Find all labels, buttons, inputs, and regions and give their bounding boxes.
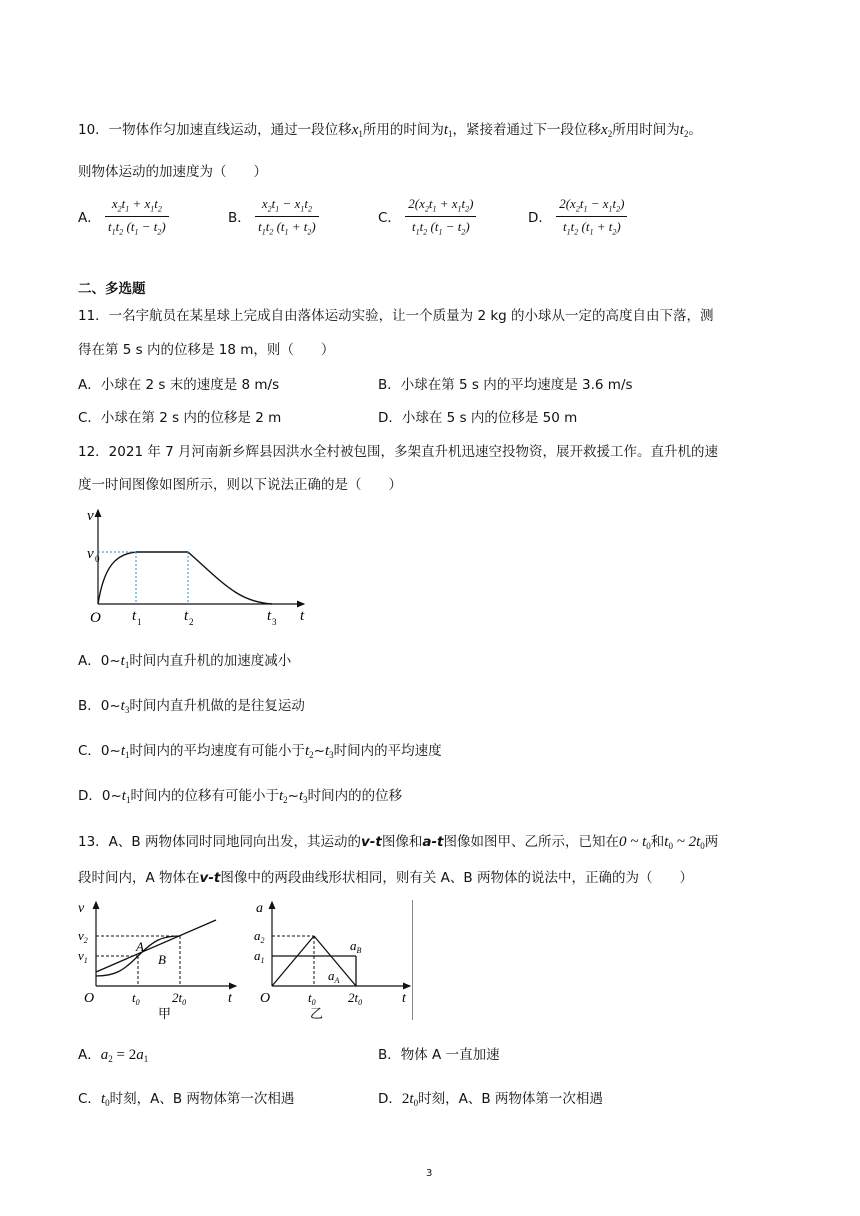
v2-label: $v_2$: [78, 928, 88, 945]
a1-label: $a_1$: [254, 948, 265, 965]
v-label: v: [87, 508, 94, 524]
q10-text: 所用的时间为: [362, 122, 444, 138]
t0-label: $t_0$: [308, 990, 316, 1007]
t0-label: $t_0$: [132, 990, 140, 1007]
q13-at-graph-yi: [252, 898, 418, 1022]
option-text: B．0~: [78, 698, 121, 714]
q13-text: 段时间内，A 物体在: [78, 870, 200, 886]
q11-option-c[interactable]: C．小球在第 2 s 内的位移是 2 m: [78, 410, 282, 426]
option-text: 时刻，A、B 两物体第一次相遇: [109, 1091, 295, 1107]
q13-option-a[interactable]: A．$a_2 = 2a_1$: [78, 1047, 149, 1064]
q13-text: 图像和: [381, 834, 423, 850]
option-text: 时间内的平均速度有可能小于: [129, 743, 305, 759]
option-label: B．: [228, 210, 251, 227]
option-text: ~: [287, 788, 299, 804]
option-text: 时间内直升机做的是往复运动: [129, 698, 305, 714]
t2-label: t: [184, 608, 189, 624]
q10-option-a[interactable]: [78, 196, 169, 236]
formula: $\frac{2(x_2t_1 + x_1t_2)}{t_1t_2 (t_1 - t_2)}$: [405, 196, 476, 236]
t-axis-label: t: [228, 991, 232, 1006]
option-label: D．: [378, 1091, 402, 1107]
t3-label: t: [267, 608, 272, 624]
v0-label: v: [87, 546, 94, 562]
page-number: 3: [426, 1168, 433, 1179]
v1-label: $v_1$: [78, 948, 88, 965]
origin-label: O: [84, 991, 95, 1006]
q10-option-d[interactable]: [528, 196, 627, 236]
2t0-label: $2t_0$: [172, 990, 187, 1007]
formula: $\frac{x_2t_1 - x_1t_2}{t_1t_2 (t_1 + t_2)}$: [255, 196, 319, 236]
option-label: D．: [528, 210, 552, 227]
q12-stem-line2: 度一时间图像如图所示，则以下说法正确的是（ ）: [78, 477, 402, 493]
origin-label: O: [260, 991, 271, 1006]
q10-stem-line1: 10．一物体作匀加速直线运动，通过一段位移$x_1$所用的时间为$t_1$，紧接着通过下一段位移$x_2$所用时间为$t_2$。: [78, 122, 702, 139]
t-axis-label: t: [300, 608, 305, 624]
t1-sub: 1: [137, 617, 142, 627]
q13-option-c[interactable]: C．$t_0$时刻，A、B 两物体第一次相遇: [78, 1091, 295, 1108]
t-axis-label: t: [402, 991, 406, 1006]
q12-option-d[interactable]: D．$0\sim t_1$时间内的位移有可能小于$t_2\sim t_3$时间内的的位移: [78, 788, 403, 805]
q10-stem-line2: 则物体运动的加速度为（ ）: [78, 164, 267, 180]
q13-text: 两: [704, 834, 719, 850]
option-text: D．0~: [78, 788, 122, 804]
formula: $\frac{x_2t_1 + x_1t_2}{t_1t_2 (t_1 - t_2)}$: [105, 196, 169, 236]
q13-stem-line2: [78, 866, 693, 886]
option-text: A．0~: [78, 653, 121, 669]
q13-text: v-t: [360, 834, 382, 850]
q13-text: 13．A、B 两物体同时同地同向出发，其运动的: [78, 834, 361, 850]
q13-option-b[interactable]: B．物体 A 一直加速: [378, 1047, 500, 1063]
q13-option-d[interactable]: D．$2t_0$时刻，A、B 两物体第一次相遇: [378, 1091, 603, 1108]
caption-yi: 乙: [310, 1006, 324, 1021]
option-text: 时间内的的位移: [307, 788, 403, 804]
option-text: ~: [313, 743, 325, 759]
figure-divider: [412, 900, 413, 1020]
option-text: C．0~: [78, 743, 121, 759]
q13-text: a-t: [422, 834, 444, 850]
curve-decelerating: [188, 552, 272, 604]
q10-text: ，紧接着通过下一段位移: [452, 122, 602, 138]
q12-option-b[interactable]: B．$0\sim t_3$时间内直升机做的是往复运动: [78, 698, 305, 715]
curve-a-label: A: [136, 939, 144, 954]
aa-label: $a_A$: [328, 968, 340, 985]
q13-text: 图像如图甲、乙所示，已知在: [443, 834, 619, 850]
q10-option-c[interactable]: [378, 196, 476, 236]
v0-sub: 0: [95, 554, 100, 564]
t2-sub: 2: [189, 617, 194, 627]
q12-vt-graph: [82, 506, 322, 628]
q11-option-a[interactable]: A．小球在 2 s 末的速度是 8 m/s: [78, 377, 280, 393]
q10-option-b[interactable]: [228, 196, 319, 236]
section-title: 二、多选题: [78, 281, 146, 297]
v-label: v: [78, 901, 85, 916]
option-text: 时刻，A、B 两物体第一次相遇: [418, 1091, 603, 1107]
q10-text: 所用时间为: [612, 122, 680, 138]
q11-stem-line1: 11．一名宇航员在某星球上完成自由落体运动实验，让一个质量为 2 kg 的小球从一定的高度自由下落，测: [78, 308, 714, 324]
option-text: 时间内的平均速度: [333, 743, 442, 759]
q12-stem-line1: 12．2021 年 7 月河南新乡辉县因洪水全村被包围，多架直升机迅速空投物资，展开救援工作。直升机的速: [78, 444, 718, 460]
2t0-label: $2t_0$: [348, 990, 363, 1007]
option-text: 时间内直升机的加速度减小: [129, 653, 292, 669]
option-label: C．: [78, 1091, 101, 1107]
q11-option-b[interactable]: B．小球在第 5 s 内的平均速度是 3.6 m/s: [378, 377, 633, 393]
formula: $\frac{2(x_2t_1 - x_1t_2)}{t_1t_2 (t_1 + t_2)}$: [556, 196, 627, 236]
q13-text: 图像中的两段曲线形状相同，则有关 A、B 两物体的说法中，正确的为（ ）: [220, 870, 693, 886]
option-label: A．: [78, 210, 101, 227]
option-label: A．: [78, 1047, 101, 1063]
q11-option-d[interactable]: D．小球在 5 s 内的位移是 50 m: [378, 410, 578, 426]
curve-accelerating: [98, 552, 136, 604]
caption-jia: 甲: [158, 1006, 172, 1021]
q12-option-a[interactable]: A．$0\sim t_1$时间内直升机的加速度减小: [78, 653, 292, 670]
q13-text: 和: [650, 834, 665, 850]
t1-label: t: [132, 608, 137, 624]
q13-stem-line1: 13．A、B 两物体同时同地同向出发，其运动的v-t图像和a-t图像如图甲、乙所示，已知在0 ~ $t_0$和$t_0$ ~ $2t_0$两: [78, 834, 719, 851]
q11-stem-line2: 得在第 5 s 内的位移是 18 m，则（ ）: [78, 342, 335, 358]
ab-label: $a_B$: [350, 938, 362, 955]
q12-option-c[interactable]: C．$0\sim t_1$时间内的平均速度有可能小于$t_2\sim t_3$时间内的平均速度: [78, 743, 442, 760]
option-text: 时间内的位移有可能小于: [130, 788, 279, 804]
option-label: C．: [378, 210, 401, 227]
t3-sub: 3: [272, 617, 277, 627]
line-b-label: B: [158, 952, 166, 967]
a2-label: $a_2$: [254, 928, 265, 945]
q13-text: v-t: [199, 870, 221, 886]
q13-vt-graph-jia: [76, 898, 242, 1022]
a-label: a: [256, 901, 263, 916]
origin-label: O: [90, 610, 101, 626]
q10-text: 。: [688, 122, 702, 138]
line-b: [96, 920, 216, 972]
a-line-rise: [272, 936, 314, 986]
q10-text: 10．一物体作匀加速直线运动，通过一段位移: [78, 122, 352, 138]
